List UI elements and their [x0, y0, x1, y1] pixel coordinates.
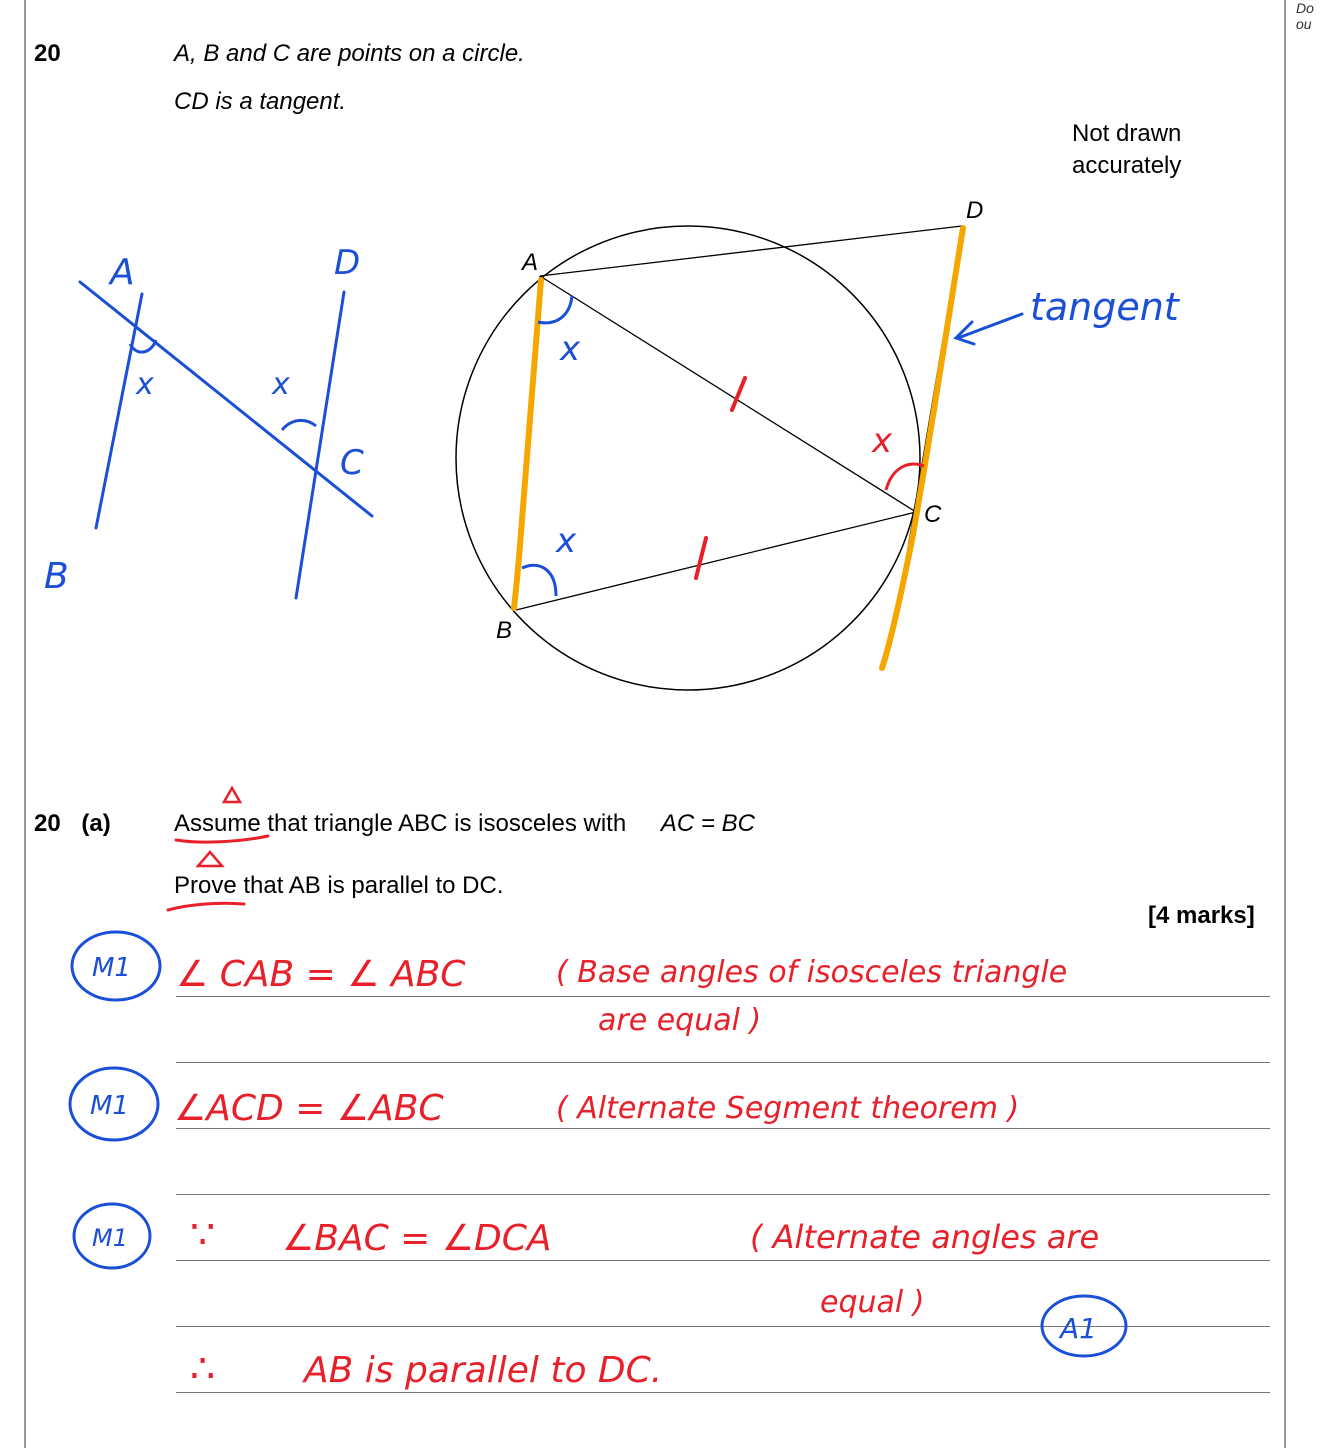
marks-label: [4 marks] — [1148, 902, 1255, 929]
prove-word: Prove — [174, 872, 237, 899]
working-line-3: ∠BAC = ∠DCA — [282, 1218, 552, 1259]
angle-x-c: x — [872, 421, 893, 461]
assume-triangle-mark — [224, 788, 240, 802]
working-line-4: AB is parallel to DC. — [304, 1350, 663, 1391]
reason-3b: equal ) — [820, 1285, 925, 1320]
question-number: 20 — [34, 40, 61, 67]
assume-underline — [176, 836, 268, 842]
reason-1a: ( Base angles of isosceles triangle — [556, 955, 1068, 990]
part-a-line-1-rest: that triangle ABC is isosceles with — [260, 810, 627, 837]
prove-underline — [168, 903, 244, 910]
therefore-symbol: ∴ — [190, 1346, 216, 1392]
sketch-angle-x-1: x — [136, 367, 154, 402]
sketch-label-d: D — [334, 243, 361, 283]
label-b: B — [496, 617, 513, 644]
working-line-1: ∠ CAB = ∠ ABC — [176, 954, 466, 995]
mark-a1: A1 — [1060, 1312, 1097, 1345]
angle-x-a: x — [560, 329, 581, 369]
because-symbol: ∵ — [190, 1212, 216, 1258]
margin-note-line1: Do — [1296, 0, 1314, 16]
tangent-annotation: tangent — [1030, 285, 1179, 329]
label-d: D — [966, 197, 984, 224]
part-a-number: 20 — [34, 810, 61, 837]
angle-x-b: x — [556, 521, 577, 561]
reason-1b: are equal ) — [598, 1003, 762, 1038]
margin-note-line2: ou — [1296, 16, 1312, 32]
mark-m1-2: M1 — [90, 1091, 129, 1121]
label-a: A — [522, 249, 539, 276]
assume-word: Assume — [174, 810, 261, 837]
sketch-label-a: A — [110, 252, 135, 293]
label-c: C — [924, 501, 942, 528]
reason-2: ( Alternate Segment theorem ) — [556, 1091, 1020, 1126]
question-line-1: A, B and C are points on a circle. — [174, 40, 525, 67]
working-line-2: ∠ACD = ∠ABC — [174, 1088, 444, 1129]
part-a-label: (a) — [81, 810, 111, 837]
not-drawn-line1: Not drawn — [1072, 120, 1182, 147]
mark-m1-1: M1 — [92, 953, 131, 983]
not-drawn-line2: accurately — [1072, 152, 1182, 179]
sketch-label-b: B — [44, 556, 69, 597]
question-line-2: CD is a tangent. — [174, 88, 347, 115]
sketch-label-c: C — [340, 443, 364, 483]
prove-triangle-mark — [198, 852, 222, 866]
mark-m1-3: M1 — [92, 1224, 128, 1252]
sketch-angle-x-2: x — [272, 367, 290, 402]
part-a-line-2-rest: that AB is parallel to DC. — [236, 872, 504, 899]
part-a-equation: AC = BC — [660, 810, 755, 837]
reason-3a: ( Alternate angles are — [750, 1218, 1100, 1256]
